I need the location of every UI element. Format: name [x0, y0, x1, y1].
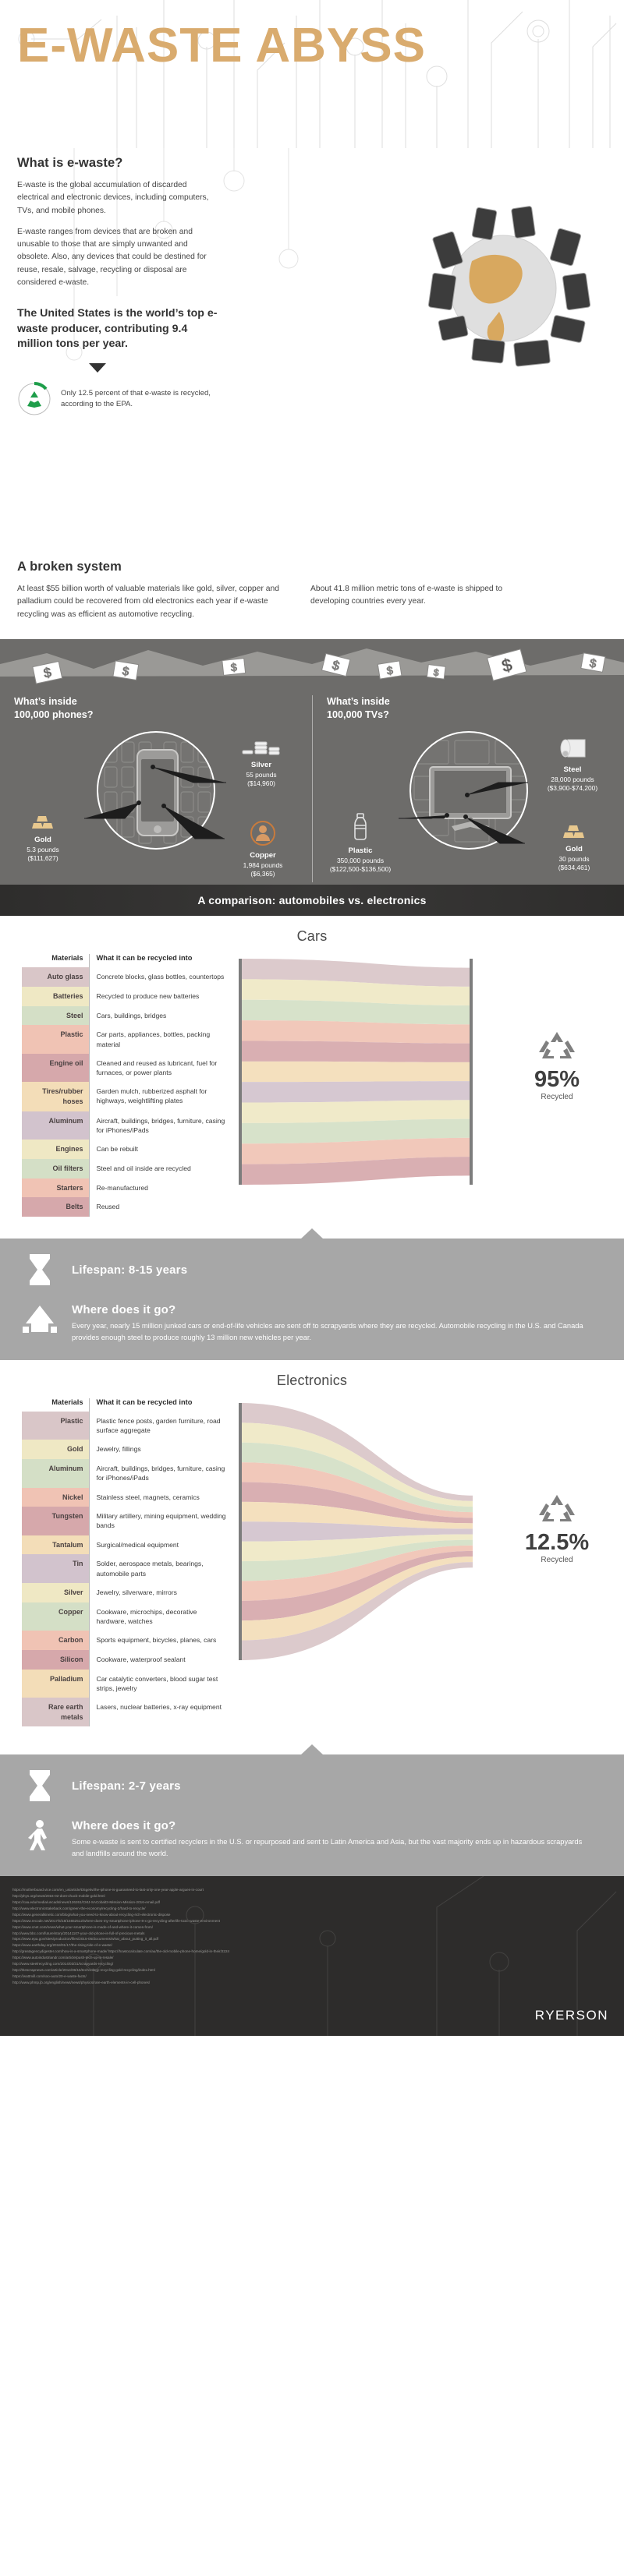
electronics-col-recycled-into: What it can be recycled into — [89, 1398, 232, 1412]
svg-text:$: $ — [385, 663, 394, 677]
broken-system-right-text: About 41.8 million metric tons of e-waste is shipped to developing countries every year. — [310, 585, 503, 606]
recycled-into-cell: Aircraft, buildings, bridges, furniture, casing for iPhones/iPads — [89, 1111, 232, 1140]
table-row — [22, 967, 232, 987]
electronics-col-materials: Materials — [51, 1398, 83, 1406]
source-link[interactable]: http://www.electronicstakeback.com/green-the-economy/recycling-2/hard-to-recycle/ — [12, 1906, 146, 1910]
tvs-item-gold: Gold 30 pounds ($634,461) — [535, 822, 613, 872]
cars-flow-diagram — [232, 954, 624, 1217]
recycled-into-cell: Stainless steel, magnets, ceramics — [89, 1488, 232, 1507]
cars-lifespan-band — [0, 1239, 624, 1360]
material-cell: Tungsten — [22, 1507, 89, 1535]
worker-icon — [20, 1819, 59, 1856]
recycled-into-cell: Solder, aerospace metals, bearings, automobile parts — [89, 1554, 232, 1582]
source-link[interactable]: https://www.generalkinetic.com/blog/what-you-need-to-know-about-recycling-rich-electronic-dispose — [12, 1912, 171, 1917]
band-notch-icon — [300, 1744, 324, 1755]
hourglass-icon — [20, 1769, 59, 1807]
recycled-into-cell: Jewelry, silverware, mirrors — [89, 1583, 232, 1602]
material-cell: Silver — [22, 1583, 89, 1602]
table-row — [22, 1159, 232, 1178]
recycled-into-cell: Car catalytic converters, blood sugar test strips, jewelry — [89, 1670, 232, 1698]
gold-bars-icon — [8, 812, 78, 833]
steel-roll-icon — [527, 737, 618, 763]
svg-text:$: $ — [330, 659, 341, 673]
source-link[interactable]: https://www.earthday.org/2018/01/17/the-rising-tide-of-e-waste/ — [12, 1943, 112, 1948]
electronics-where-body: Some e-waste is sent to certified recyclers in the U.S. or repurposed and sent to Latin America and Asia, but the vast majority ends up in hazardous scrapyards and landfills around the world. — [72, 1838, 583, 1857]
table-row — [22, 1178, 232, 1198]
intro-text-column — [17, 156, 220, 416]
recycled-into-cell: Cookware, waterproof sealant — [89, 1650, 232, 1670]
recycle-arrows-icon — [536, 1492, 578, 1528]
cars-col-materials: Materials — [51, 954, 83, 962]
recycled-into-cell: Jewelry, fillings — [89, 1440, 232, 1459]
svg-text:$: $ — [432, 666, 440, 679]
sources-list — [12, 1887, 558, 1985]
material-cell: Engine oil — [22, 1054, 89, 1082]
svg-text:$: $ — [588, 656, 597, 671]
band-notch-icon — [300, 1228, 324, 1239]
down-arrow-icon — [89, 363, 106, 373]
table-row — [22, 1650, 232, 1670]
table-row — [22, 1535, 232, 1555]
phones-item-gold: Gold 5.3 pounds ($111,627) — [8, 812, 78, 863]
brand-logo: RYERSON — [534, 2008, 608, 2023]
source-link[interactable]: https://www.cnet.com/news/what-your-smartphone-is-made-of-and-where-it-comes-from/ — [12, 1924, 153, 1929]
table-row — [22, 1082, 232, 1111]
recycled-into-cell: Reused — [89, 1197, 232, 1217]
material-cell: Steel — [22, 1006, 89, 1026]
elec-flow — [239, 1403, 473, 1660]
table-row — [22, 1440, 232, 1459]
electronics-materials-table — [22, 1398, 232, 1727]
tvs-item-plastic: Plastic 350,000 pounds ($122,500-$136,500) — [317, 812, 403, 874]
intro-paragraph-1: E-waste is the global accumulation of discarded electrical and electronic devices, including computers, TVs, and mobile phones. — [17, 181, 209, 215]
electronics-recycled-label: Recycled — [541, 1555, 573, 1564]
cars-where-title: Where does it go? — [72, 1303, 176, 1317]
table-row — [22, 1006, 232, 1026]
recycled-into-cell: Concrete blocks, glass bottles, countertops — [89, 967, 232, 987]
phones-disc-illustration — [97, 731, 215, 850]
source-link[interactable]: https://motherboard.vice.com/en_us/article/D5gekv/the-iphone-is-guaranteed-to-last-only-one-year-apple-argues-in-court — [12, 1888, 204, 1892]
phones-panel-title: What’s inside 100,000 phones? — [14, 696, 94, 720]
cars-title: Cars — [296, 928, 328, 944]
table-row — [22, 1602, 232, 1631]
svg-text:$: $ — [499, 654, 515, 677]
material-cell: Oil filters — [22, 1159, 89, 1178]
recycled-into-cell: Sports equipment, bicycles, planes, cars — [89, 1631, 232, 1650]
table-row — [22, 1140, 232, 1159]
table-row — [22, 1554, 232, 1582]
us-producer-stat: The United States is the world’s top e-waste producer, contributing 9.4 million tons per year. — [17, 307, 218, 351]
material-cell: Tantalum — [22, 1535, 89, 1555]
table-row — [22, 1583, 232, 1602]
source-link[interactable]: http://www.bbc.com/future/story/20141107-your-old-phone-is-full-of-precious-metals — [12, 1931, 145, 1935]
hero-section — [0, 0, 624, 148]
material-cell: Carbon — [22, 1631, 89, 1650]
source-link[interactable]: http://greatagencydigester.com/how-is-a-smartphone-made/ https://howtocalculate.com/au/the-old-mobile-phone-home/gold-in-their/2224 — [12, 1949, 230, 1954]
material-cell: Aluminum — [22, 1111, 89, 1140]
material-cell: Aluminum — [22, 1459, 89, 1487]
tvs-disc-illustration — [410, 731, 528, 850]
footer-section — [0, 1876, 624, 2036]
material-cell: Palladium — [22, 1670, 89, 1698]
material-cell: Batteries — [22, 987, 89, 1006]
phones-panel — [0, 695, 312, 882]
recycled-into-cell: Car parts, appliances, bottles, packing material — [89, 1025, 232, 1053]
gold-bars-icon — [535, 822, 613, 843]
recycle-arrows-icon — [536, 1029, 578, 1065]
recycle-note-text: Only 12.5 percent of that e-waste is recycled, according to the EPA. — [61, 388, 211, 408]
electronics-flow-diagram — [232, 1398, 624, 1727]
source-link[interactable]: https://www.autoindustriandr.com/article/push-tech-up-in-resale/ — [12, 1956, 114, 1960]
electronics-recycled-pct: 12.5% — [524, 1529, 590, 1555]
tvs-panel — [312, 695, 624, 882]
table-row — [22, 1025, 232, 1053]
intro-paragraph-2: E-waste ranges from devices that are broken and unusable to those that are simply unwanted and obsolete. Also, any devices that could be destined for reuse, resale, salvage, recycling or disposal are considered e-waste. — [17, 227, 207, 287]
page-title: E-WASTE ABYSS — [17, 19, 426, 72]
silver-coins-icon — [218, 739, 304, 758]
electronics-section — [0, 1360, 624, 1755]
svg-text:$: $ — [121, 664, 130, 679]
table-row — [22, 1488, 232, 1507]
phones-item-copper: Copper 1,984 pounds ($6,365) — [220, 820, 306, 878]
source-link[interactable]: http://www.steelrecycling.com/2014/03/31/scrapyards-recycling/ — [12, 1961, 114, 1966]
source-link[interactable]: http://thescrapnews.com/article/2014/06/15/technology-recycling-gold-recycling/index.html — [12, 1967, 155, 1972]
comparison-banner — [0, 885, 624, 916]
table-row — [22, 1111, 232, 1140]
svg-text:$: $ — [42, 665, 53, 681]
electronics-recycled-badge — [510, 1492, 604, 1564]
table-row — [22, 1412, 232, 1440]
broken-system-heading: A broken system — [17, 560, 122, 574]
tvs-panel-title: What’s inside 100,000 TVs? — [327, 696, 390, 720]
source-link[interactable]: https://www.epa.gov/sites/production/files/2015-05/documents/what_about_putting_it_all.pdf — [12, 1937, 158, 1942]
source-link[interactable]: https://www.recode.net/2017/5/18/15652512/where-does-my-smartphone-iphone-8-x-go-recycling-afterlife-toxic-waste-environment — [12, 1918, 221, 1923]
cars-section — [0, 916, 624, 1239]
cars-where-body: Every year, nearly 15 million junked cars or end-of-life vehicles are sent off to scrapyards where they are recycled. Automobile recycling in the U.S. and Canada provides enough steel to produce roughly 13 million new vehicles per year. — [72, 1322, 583, 1341]
material-cell: Plastic — [22, 1412, 89, 1440]
svg-text:$: $ — [230, 660, 238, 674]
material-cell: Belts — [22, 1197, 89, 1217]
hourglass-icon — [20, 1253, 59, 1291]
material-cell: Gold — [22, 1440, 89, 1459]
material-cell: Tires/rubber hoses — [22, 1082, 89, 1111]
table-row — [22, 1631, 232, 1650]
recycled-into-cell: Lasers, nuclear batteries, x-ray equipment — [89, 1698, 232, 1727]
recycled-into-cell: Plastic fence posts, garden furniture, road surface aggregate — [89, 1412, 232, 1440]
material-cell: Nickel — [22, 1488, 89, 1507]
cars-lifespan-text: Lifespan: 8-15 years — [72, 1263, 188, 1277]
electronics-lifespan-text: Lifespan: 2-7 years — [72, 1779, 181, 1793]
electronics-title: Electronics — [276, 1372, 348, 1388]
whats-inside-section — [0, 639, 624, 885]
comparison-banner-label: A comparison: automobiles vs. electronics — [197, 894, 427, 906]
material-cell: Tin — [22, 1554, 89, 1582]
table-row — [22, 1054, 232, 1082]
table-row — [22, 1459, 232, 1487]
material-cell: Starters — [22, 1178, 89, 1198]
cars-materials-table — [22, 954, 232, 1217]
material-cell: Rare earth metals — [22, 1698, 89, 1727]
material-cell: Silicon — [22, 1650, 89, 1670]
source-link[interactable]: https://caa.edu/media/uncads/news/126261/CMJ-SACobalt3-Mission-Mission-2016-email.pdf — [12, 1900, 160, 1905]
recycled-into-cell: Re-manufactured — [89, 1178, 232, 1198]
material-cell: Auto glass — [22, 967, 89, 987]
globe-devices-illustration — [390, 187, 616, 390]
broken-system-left-text: At least $55 billion worth of valuable materials like gold, silver, copper and palladium could be recovered from old electronics each year if e-waste recycling was as efficient as automotive recycling. — [17, 585, 279, 619]
recycled-into-cell: Recycled to produce new batteries — [89, 987, 232, 1006]
cars-col-recycled-into: What it can be recycled into — [89, 954, 232, 967]
intro-section — [0, 148, 624, 553]
recycled-into-cell: Garden mulch, rubberized asphalt for highways, weightlifting plates — [89, 1082, 232, 1111]
cars-recycled-label: Recycled — [541, 1093, 573, 1101]
table-row — [22, 1670, 232, 1698]
recycled-into-cell: Surgical/medical equipment — [89, 1535, 232, 1555]
cars-recycled-badge — [510, 1029, 604, 1101]
source-link[interactable]: http://www.phmp.jb.org/english/news/news/physics/rare-earth-elements-in-cell-phones/ — [12, 1980, 151, 1984]
cars-recycled-pct: 95% — [534, 1067, 580, 1092]
tvs-item-steel: Steel 28,000 pounds ($3,900-$74,200) — [527, 737, 618, 793]
material-cell: Plastic — [22, 1025, 89, 1053]
intro-heading: What is e-waste? — [17, 156, 123, 170]
source-link[interactable]: http://phys.org/news/2016-02-dont-chuck-mobile-gold.html — [12, 1894, 105, 1899]
recycled-into-cell: Cleaned and reused as lubricant, fuel for furnaces, or power plants — [89, 1054, 232, 1082]
table-row — [22, 987, 232, 1006]
electronics-lifespan-band — [0, 1754, 624, 1876]
phones-item-silver: Silver 55 pounds ($14,960) — [218, 739, 304, 788]
copper-badge-icon — [220, 820, 306, 849]
recycled-into-cell: Cookware, microchips, decorative hardware, watches — [89, 1602, 232, 1631]
table-row — [22, 1197, 232, 1217]
recycled-into-cell: Steel and oil inside are recycled — [89, 1159, 232, 1178]
material-cell: Engines — [22, 1140, 89, 1159]
recycled-into-cell: Military artillery, mining equipment, wedding bands — [89, 1507, 232, 1535]
recycle-icon — [17, 382, 51, 416]
recycled-into-cell: Aircraft, buildings, bridges, furniture, casing for iPhones/iPads — [89, 1459, 232, 1487]
source-link[interactable]: https://wattmill.com/soo-auto/20-e-waste-facts/ — [12, 1974, 87, 1978]
table-row — [22, 1698, 232, 1727]
table-row — [22, 1507, 232, 1535]
recycled-into-cell: Can be rebuilt — [89, 1140, 232, 1159]
cars-flow — [239, 959, 473, 1185]
electronics-where-title: Where does it go? — [72, 1819, 176, 1833]
broken-system-section — [0, 553, 624, 639]
material-cell: Copper — [22, 1602, 89, 1631]
scrapyard-crane-icon — [20, 1303, 59, 1338]
recycle-note-row — [17, 382, 220, 416]
recycled-into-cell: Cars, buildings, bridges — [89, 1006, 232, 1026]
plastic-bottle-icon — [317, 812, 403, 844]
